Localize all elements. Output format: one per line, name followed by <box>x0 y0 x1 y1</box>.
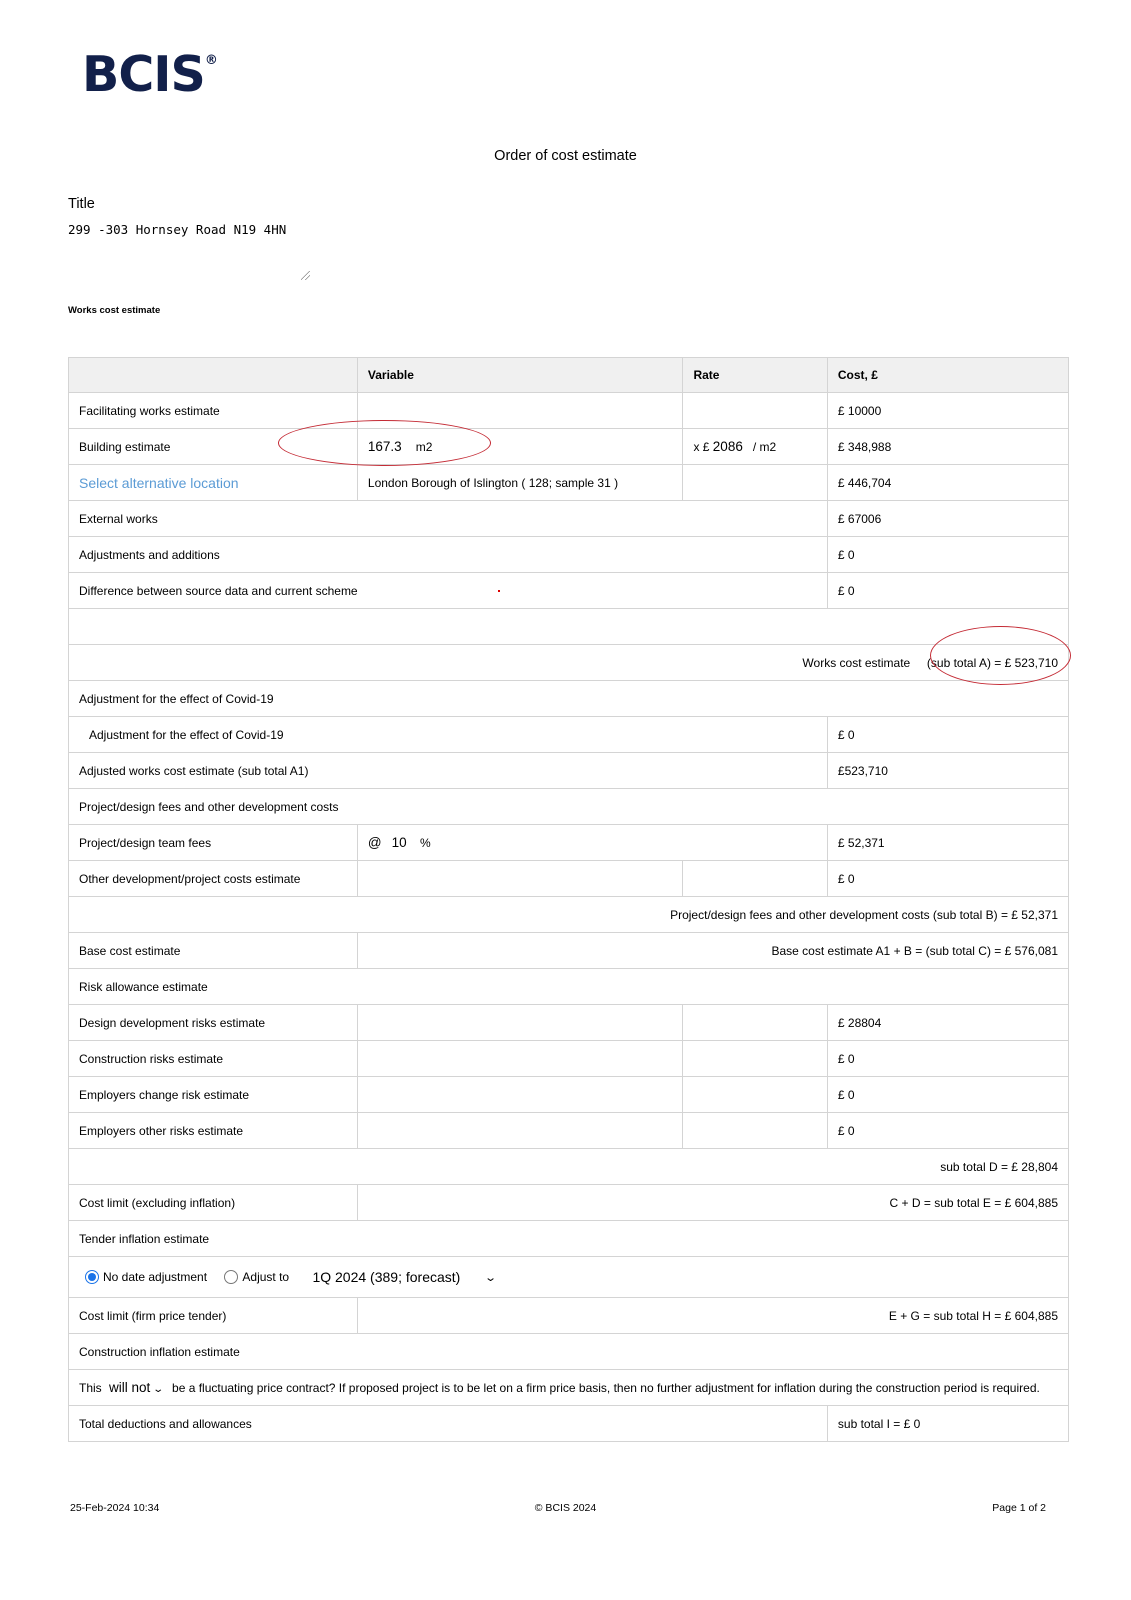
table-header-row <box>69 358 1069 393</box>
no-date-adjustment-label: No date adjustment <box>103 1270 208 1284</box>
risk-other-cost-input[interactable]: £ 0 <box>827 1113 1068 1149</box>
other-dev-variable <box>357 861 683 897</box>
difference-label: Difference between source data and current scheme <box>79 583 358 598</box>
risk-other-variable <box>357 1113 683 1149</box>
deductions-label: Total deductions and allowances <box>69 1406 828 1442</box>
other-dev-rate <box>683 861 827 897</box>
row-risk-subtotal <box>69 1149 1069 1185</box>
row-construction-heading <box>69 1334 1069 1370</box>
row-covid-heading <box>69 681 1069 717</box>
covid-cost-input[interactable]: £ 0 <box>827 717 1068 753</box>
select-location-link[interactable]: Select alternative location <box>79 474 239 491</box>
firm-price-label: Cost limit (firm price tender) <box>69 1298 358 1334</box>
external-cost-input[interactable]: £ 67006 <box>827 501 1068 537</box>
row-risk-other <box>69 1113 1069 1149</box>
adjusted-cost: £523,710 <box>827 753 1068 789</box>
footer-copyright: © BCIS 2024 <box>534 1502 597 1514</box>
fluctuating-text: be a fluctuating price contract? If proposed project is to be let on a firm price basis, then no further adjustment for inflation during the construction period is required. <box>172 1381 1040 1395</box>
team-fees-percent-input[interactable]: 10 <box>391 835 407 850</box>
title-label: Title <box>68 196 95 212</box>
cost-limit-label: Cost limit (excluding inflation) <box>69 1185 358 1221</box>
fluctuating-cell <box>69 1370 1069 1406</box>
team-fees-variable <box>357 825 827 861</box>
footer-timestamp: 25-Feb-2024 10:34 <box>70 1502 160 1514</box>
section-label: Works cost estimate <box>68 305 161 316</box>
row-deductions <box>69 1406 1069 1442</box>
base-value: Base cost estimate A1 + B = (sub total C) = £ 576,081 <box>357 933 1068 969</box>
location-value: London Borough of Islington ( 128; sample 31 ) <box>357 465 683 501</box>
row-risk-design <box>69 1005 1069 1041</box>
footer-page: Page 1 of 2 <box>992 1502 1046 1514</box>
row-risk-change <box>69 1077 1069 1113</box>
header-cost: Cost, £ <box>827 358 1068 393</box>
adjust-to-label: Adjust to <box>242 1270 290 1284</box>
works-subtotal-label: Works cost estimate <box>802 655 911 670</box>
location-rate <box>683 465 827 501</box>
fees-subtotal: Project/design fees and other development costs (sub total B) = £ 52,371 <box>69 897 1069 933</box>
base-label: Base cost estimate <box>69 933 358 969</box>
team-fees-prefix: @ <box>367 835 382 850</box>
risk-subtotal: sub total D = £ 28,804 <box>69 1149 1069 1185</box>
building-cost: £ 348,988 <box>827 429 1068 465</box>
facilitating-variable <box>357 393 683 429</box>
risk-construction-variable <box>357 1041 683 1077</box>
row-risk-construction <box>69 1041 1069 1077</box>
row-fees-heading <box>69 789 1069 825</box>
adjustments-label: Adjustments and additions <box>69 537 828 573</box>
building-rate <box>683 429 827 465</box>
row-location <box>69 465 1069 501</box>
risk-construction-label: Construction risks estimate <box>69 1041 358 1077</box>
risk-change-label: Employers change risk estimate <box>69 1077 358 1113</box>
other-dev-cost-input[interactable]: £ 0 <box>827 861 1068 897</box>
risk-change-variable <box>357 1077 683 1113</box>
chevron-down-icon: ⌄ <box>152 1384 165 1395</box>
facilitating-label: Facilitating works estimate <box>69 393 358 429</box>
row-difference <box>69 573 1069 609</box>
page-title: Order of cost estimate <box>494 148 637 164</box>
building-area-unit: m2 <box>415 440 433 454</box>
header-variable: Variable <box>357 358 683 393</box>
title-value: 299 -303 Hornsey Road N19 4HN <box>68 222 287 237</box>
red-dot-mark <box>498 590 500 592</box>
team-fees-percent-unit: % <box>420 836 431 850</box>
facilitating-cost-input[interactable]: £ 10000 <box>827 393 1068 429</box>
row-tender-options <box>69 1257 1069 1298</box>
spacer-cell <box>69 609 1069 645</box>
row-adjustments <box>69 537 1069 573</box>
row-adjusted <box>69 753 1069 789</box>
building-rate-input[interactable]: 2086 <box>712 439 743 454</box>
row-fees-subtotal <box>69 897 1069 933</box>
difference-cost: £ 0 <box>827 573 1068 609</box>
risk-construction-cost-input[interactable]: £ 0 <box>827 1041 1068 1077</box>
difference-cell <box>69 573 828 609</box>
resize-handle-icon[interactable] <box>301 271 310 280</box>
tender-options-cell <box>69 1257 1069 1298</box>
tender-heading: Tender inflation estimate <box>69 1221 1069 1257</box>
row-other-dev <box>69 861 1069 897</box>
row-team-fees <box>69 825 1069 861</box>
tender-date-select[interactable] <box>306 1269 498 1285</box>
building-variable <box>357 429 683 465</box>
building-area-input[interactable]: 167.3 <box>367 439 402 454</box>
row-covid <box>69 717 1069 753</box>
facilitating-rate <box>683 393 827 429</box>
row-fluctuating <box>69 1370 1069 1406</box>
risk-design-variable <box>357 1005 683 1041</box>
adjustments-cost: £ 0 <box>827 537 1068 573</box>
team-fees-cost: £ 52,371 <box>827 825 1068 861</box>
row-works-subtotal <box>69 645 1069 681</box>
header-blank <box>69 358 358 393</box>
risk-change-rate <box>683 1077 827 1113</box>
risk-construction-rate <box>683 1041 827 1077</box>
bcis-logo: BCIS® <box>82 46 218 103</box>
fluctuating-select[interactable] <box>105 1381 169 1395</box>
no-date-adjustment-radio[interactable] <box>85 1270 99 1284</box>
works-subtotal-value: (sub total A) = £ 523,710 <box>926 655 1058 670</box>
location-link-cell <box>69 465 358 501</box>
construction-heading: Construction inflation estimate <box>69 1334 1069 1370</box>
risk-change-cost-input[interactable]: £ 0 <box>827 1077 1068 1113</box>
fees-heading: Project/design fees and other development costs <box>69 789 1069 825</box>
risk-design-cost-input[interactable]: £ 28804 <box>827 1005 1068 1041</box>
row-cost-limit <box>69 1185 1069 1221</box>
row-risk-heading <box>69 969 1069 1005</box>
building-rate-prefix: x £ <box>693 440 710 454</box>
row-tender-heading <box>69 1221 1069 1257</box>
risk-other-label: Employers other risks estimate <box>69 1113 358 1149</box>
row-base <box>69 933 1069 969</box>
risk-other-rate <box>683 1113 827 1149</box>
works-subtotal-cell <box>69 645 1069 681</box>
building-label: Building estimate <box>69 429 358 465</box>
row-spacer <box>69 609 1069 645</box>
tender-date-select-value: 1Q 2024 (389; forecast) <box>312 1269 461 1285</box>
adjusted-label: Adjusted works cost estimate (sub total A1) <box>69 753 828 789</box>
title-textarea[interactable] <box>68 222 312 282</box>
cost-estimate-table <box>68 357 1069 1442</box>
fluctuating-select-value: will not <box>109 1380 151 1395</box>
building-rate-unit: / m2 <box>752 440 777 454</box>
covid-heading: Adjustment for the effect of Covid-19 <box>69 681 1069 717</box>
cost-limit-value: C + D = sub total E = £ 604,885 <box>357 1185 1068 1221</box>
other-dev-label: Other development/project costs estimate <box>69 861 358 897</box>
adjust-to-radio[interactable] <box>224 1270 238 1284</box>
row-building <box>69 429 1069 465</box>
fluctuating-prefix: This <box>79 1381 102 1395</box>
firm-price-value: E + G = sub total H = £ 604,885 <box>357 1298 1068 1334</box>
external-label: External works <box>69 501 828 537</box>
risk-design-label: Design development risks estimate <box>69 1005 358 1041</box>
row-external <box>69 501 1069 537</box>
deductions-value: sub total I = £ 0 <box>827 1406 1068 1442</box>
chevron-down-icon: ⌄ <box>484 1271 498 1284</box>
row-firm-price <box>69 1298 1069 1334</box>
row-facilitating <box>69 393 1069 429</box>
team-fees-label: Project/design team fees <box>69 825 358 861</box>
risk-design-rate <box>683 1005 827 1041</box>
header-rate: Rate <box>683 358 827 393</box>
location-cost: £ 446,704 <box>827 465 1068 501</box>
covid-label: Adjustment for the effect of Covid-19 <box>69 717 828 753</box>
risk-heading: Risk allowance estimate <box>69 969 1069 1005</box>
